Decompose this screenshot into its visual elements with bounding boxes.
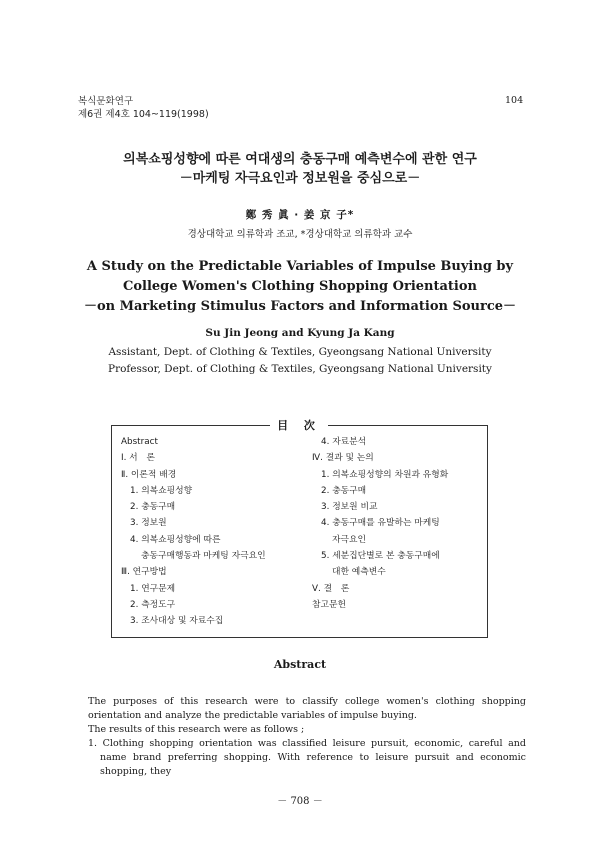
english-title-line3: －on Marketing Stimulus Factors and Information Source－ bbox=[83, 299, 517, 314]
english-title bbox=[0, 257, 600, 317]
toc-right-column bbox=[312, 434, 482, 613]
toc-item: Ⅰ. 서 론 bbox=[121, 453, 155, 464]
abstract-paragraph-1: The purposes of this research were to classify college women's clothing shopping orientation and analyze the predictable variables of impulse buying. bbox=[88, 696, 526, 721]
toc-item: Ⅴ. 결 론 bbox=[312, 583, 350, 594]
abstract-paragraph-2: The results of this research were as follows ; bbox=[88, 724, 305, 735]
korean-affiliation: 경상대학교 의류학과 조교, *경상대학교 의류학과 교수 bbox=[187, 229, 413, 240]
toc-item: 1. 연구문제 bbox=[130, 583, 176, 594]
footer-page-number: － 708 － bbox=[277, 796, 323, 807]
toc-item: 대한 예측변수 bbox=[332, 567, 386, 578]
journal-name: 복식문화연구 bbox=[78, 96, 134, 107]
english-title-line2: College Women's Clothing Shopping Orientation bbox=[122, 279, 477, 294]
page-number: 104 bbox=[505, 95, 524, 106]
abstract-body bbox=[88, 695, 526, 779]
toc-item: 참고문헌 bbox=[312, 599, 346, 610]
toc-item: 2. 충동구매 bbox=[130, 502, 176, 513]
toc-item: 5. 세분집단별로 본 충동구매에 bbox=[321, 551, 440, 562]
toc-item: 4. 의복쇼핑성향에 따른 bbox=[130, 534, 221, 545]
english-affiliation-line2: Professor, Dept. of Clothing & Textiles, Gyeongsang National University bbox=[108, 363, 492, 375]
english-title-line1: A Study on the Predictable Variables of Impulse Buying by bbox=[86, 259, 514, 274]
toc-item: Ⅱ. 이론적 배경 bbox=[121, 469, 177, 480]
abstract-result-item-1: 1. Clothing shopping orientation was classified leisure pursuit, economic, careful and name brand preferring shopping. With reference to leisure pursuit and economic shopping, they bbox=[88, 738, 526, 777]
toc-item: 1. 의복쇼핑성향의 차원과 유형화 bbox=[321, 469, 449, 480]
abstract-heading: Abstract bbox=[273, 658, 327, 671]
toc-item: 충동구매행동과 마케팅 자극요인 bbox=[141, 551, 266, 562]
toc-item: Ⅲ. 연구방법 bbox=[121, 567, 167, 578]
korean-title-sub: －마케팅 자극요인과 정보원을 중심으로－ bbox=[179, 171, 421, 186]
toc-item: Ⅳ. 결과 및 논의 bbox=[312, 453, 374, 464]
toc-left-column bbox=[121, 434, 301, 630]
toc-item: Abstract bbox=[121, 437, 158, 447]
journal-header bbox=[78, 95, 209, 121]
english-affiliation bbox=[0, 344, 600, 378]
toc-item: 3. 정보원 비교 bbox=[321, 502, 378, 513]
toc-item: 2. 충동구매 bbox=[321, 485, 367, 496]
toc-item: 자극요인 bbox=[332, 534, 366, 545]
english-affiliation-line1: Assistant, Dept. of Clothing & Textiles, Gyeongsang National University bbox=[108, 346, 492, 358]
toc-item: 2. 측정도구 bbox=[130, 599, 176, 610]
toc-item: 4. 충동구매를 유발하는 마케팅 bbox=[321, 518, 440, 529]
english-authors: Su Jin Jeong and Kyung Ja Kang bbox=[205, 327, 395, 339]
toc-item: 1. 의복쇼핑성향 bbox=[130, 485, 193, 496]
toc-item: 4. 자료분석 bbox=[321, 437, 367, 447]
journal-volume: 제6권 제4호 104~119(1998) bbox=[78, 109, 209, 120]
korean-title-main: 의복쇼핑성향에 따른 여대생의 충동구매 예측변수에 관한 연구 bbox=[123, 152, 477, 167]
korean-title bbox=[0, 150, 600, 188]
toc-item: 3. 정보원 bbox=[130, 518, 167, 529]
toc-item: 3. 조사대상 및 자료수집 bbox=[130, 616, 224, 627]
korean-authors: 鄭 秀 眞 · 姜 京 子* bbox=[245, 209, 355, 221]
toc-heading: 目 次 bbox=[270, 417, 328, 433]
